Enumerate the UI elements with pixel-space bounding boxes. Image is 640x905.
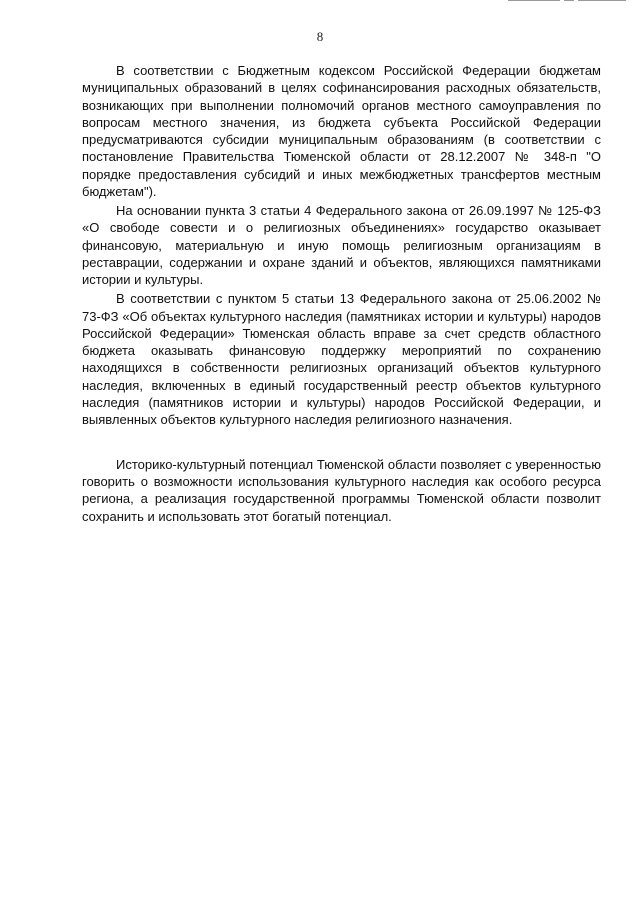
- document-body: [82, 62, 601, 526]
- paragraph-cultural-heritage-law: В соответствии с пунктом 5 статьи 13 Федерального закона от 25.06.2002 № 73-ФЗ «Об объектах культурного наследия (памятниках истории и культуры) народов Российской Федерации» Тюменская область вправе за счет средств областного бюджета оказывать финансовую поддержку мероприятий по сохранению находящихся в собственности религиозных организаций объектов культурного наследия, включенных в единый государственный реестр объектов культурного наследия (памятников истории и культуры) народов Российской Федерации, и выявленных объектов культурного наследия религиозного назначения.: [82, 291, 601, 428]
- page-number: 8: [316, 29, 324, 44]
- paragraph-historical-cultural-potential: Историко-культурный потенциал Тюменской области позволяет с уверенностью говорить о возможности использования культурного наследия как особого ресурса региона, а реализация государственной программы Тюменской области позволит сохранить и использовать этот богатый потенциал.: [82, 456, 601, 524]
- paragraph-freedom-of-conscience-law: На основании пункта 3 статьи 4 Федерального закона от 26.09.1997 № 125-ФЗ «О свободе совести и о религиозных объединениях» государство оказывает финансовую, материальную и иную помощь религиозным организациям в реставрации, содержании и охране зданий и объектов, являющихся памятниками истории и культуры.: [82, 203, 601, 288]
- scan-edge-marks: [508, 0, 628, 4]
- paragraph-budget-code: В соответствии с Бюджетным кодексом Российской Федерации бюджетам муниципальных образований в целях софинансирования расходных обязательств, возникающих при выполнении полномочий органов местного самоуправления по вопросам местного значения, из бюджета субъекта Российской Федерации предусматриваются субсидии муниципальным образованиям (в соответствии с постановление Правительства Тюменской области от 28.12.2007 № 348-п "О порядке предоставления субсидий и иных межбюджетных трансфертов местным бюджетам").: [82, 63, 601, 200]
